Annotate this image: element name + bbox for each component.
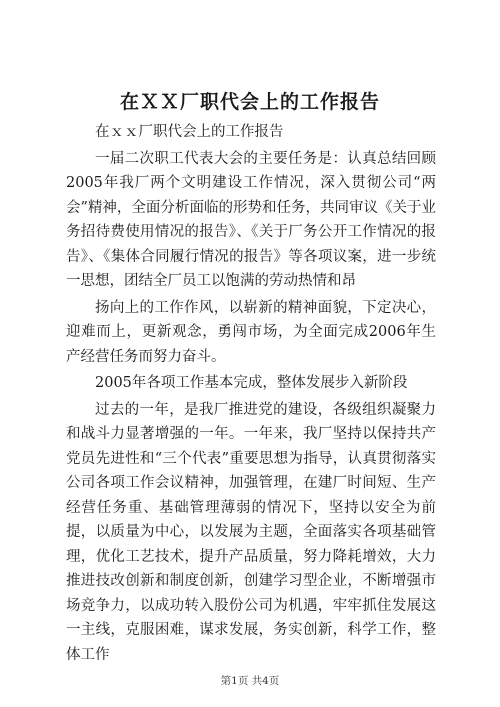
document-body: [66, 120, 436, 669]
section-heading: 2005年各项工作基本完成，整体发展步入新阶段: [95, 375, 408, 391]
body-paragraph: 一届二次职工代表大会的主要任务是：认真总结回顾2005年我厂两个文明建设工作情况，深入贯彻公司“两会”精神，全面分析面临的形势和任务，共同审议《关于业务招待费使用情况的报告》、《关于厂务公开工作情况的报告》、《集体合同履行情况的报告》等各项议案，进一步统一思想，团结全厂员工以饱满的劳动热情和昂: [66, 150, 436, 289]
body-paragraph: 扬向上的工作作风，以崭新的精神面貌，下定决心，迎难而上，更新观念，勇闯市场，为全面完成2006年生产经营任务而努力奋斗。: [66, 299, 436, 365]
body-paragraph: 过去的一年，是我厂推进党的建设，各级组织凝聚力和战斗力显著增强的一年。一年来，我厂坚持以保持共产党员先进性和“三个代表”重要思想为指导，认真贯彻落实公司各项工作会议精神，加强管理，在建厂时间短、生产经营任务重、基础管理薄弱的情况下，坚持以安全为前提，以质量为中心，以发展为主题，全面落实各项基础管理，优化工艺技术，提升产品质量，努力降耗增效，大力推进技改创新和制度创新，创建学习型企业，不断增强市场竞争力，以成功转入股份公司为机遇，牢牢抓住发展这一主线，克服困难，谋求发展，务实创新，科学工作，整体工作: [66, 401, 436, 663]
page-number-footer: 第1页 共4页: [220, 675, 280, 687]
subtitle-paragraph: 在ｘｘ厂职代会上的工作报告: [95, 124, 284, 140]
document-title: 在ＸＸ厂职代会上的工作报告: [119, 91, 380, 113]
